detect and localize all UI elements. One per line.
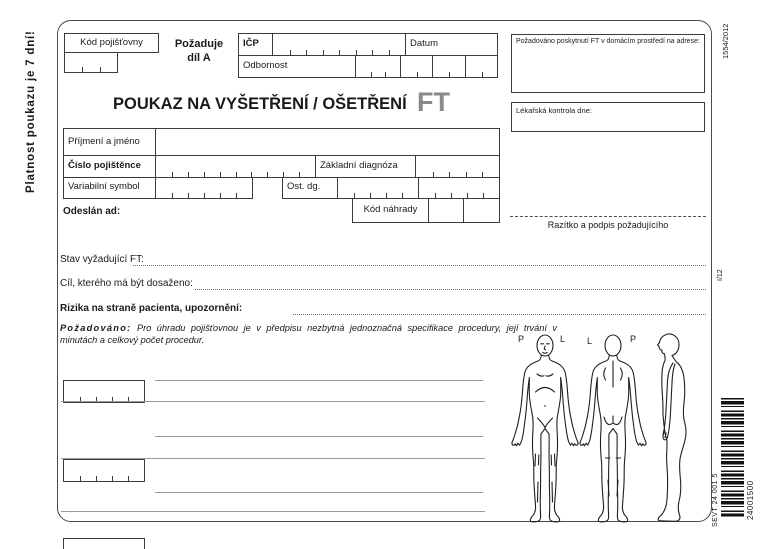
procedure-fullline-2 <box>61 458 485 459</box>
body-back-figure <box>580 335 646 522</box>
body-side-figure <box>658 334 687 521</box>
base-diagnosis-label: Základní diagnóza <box>316 156 416 177</box>
procedure-line-1 <box>155 380 483 381</box>
procedure-code-box-3 <box>63 538 145 549</box>
body-front-figure <box>512 335 578 522</box>
risks-line <box>293 314 706 315</box>
form-title: POUKAZ NA VYŠETŘENÍ / OŠETŘENÍ <box>113 95 407 113</box>
sevt-code-vertical: SEVT 24 001 5 <box>712 473 719 527</box>
home-ft-box: Požadováno poskytnutí FT v domácím prostředí na adrese: <box>511 34 705 93</box>
body-chart-figures <box>504 330 706 534</box>
refund-code-cell-1 <box>429 199 464 222</box>
body-chart-label-back-right: P <box>630 334 637 344</box>
other-dg-label: Ost. dg. <box>283 177 338 198</box>
form-title-code: FT <box>417 87 450 117</box>
barcode <box>721 398 744 518</box>
state-label: Stav vyžadující FT: <box>60 254 144 265</box>
procedure-line-2 <box>155 436 483 437</box>
sent-to-label: Odeslán ad: <box>63 206 121 217</box>
procedure-fullline-1 <box>61 401 485 402</box>
form-number-vertical: 1554/2012 <box>721 23 730 59</box>
stamp-signature-label: Razítko a podpis požadujícího <box>547 220 669 230</box>
procedure-code-box-1 <box>63 380 145 403</box>
other-dg-row <box>282 177 500 199</box>
refund-code-row <box>352 199 500 223</box>
barcode-number-vertical: 24001500 <box>746 480 755 520</box>
specialty-label: Odbornost <box>239 56 356 77</box>
date-label: Datum <box>410 38 438 49</box>
variable-symbol-row <box>63 177 253 199</box>
refund-code-label: Kód náhrady <box>353 199 429 222</box>
variable-symbol-label: Variabilní symbol <box>64 177 156 198</box>
procedure-fullline-3 <box>61 511 485 512</box>
base-diagnosis-digit-cell <box>416 156 499 177</box>
required-label: Požadováno: <box>60 323 132 333</box>
insured-number-label: Číslo pojištěnce <box>64 156 156 177</box>
body-chart-label-front-left: L <box>560 334 566 344</box>
requires-part-a <box>163 37 235 65</box>
medical-check-box: Lékařská kontrola dne: <box>511 102 705 132</box>
validity-note-vertical: Platnost poukazu je 7 dní! <box>25 30 37 193</box>
insured-number-digit-cell <box>156 156 316 177</box>
icp-label: IČP <box>239 34 273 55</box>
other-dg-digit-cell-2 <box>419 177 499 198</box>
required-note <box>60 323 557 346</box>
patient-name-input-area <box>156 129 499 155</box>
specialty-digit-cell <box>356 56 401 77</box>
goal-line <box>195 289 706 290</box>
variable-symbol-digit-cell <box>156 177 252 198</box>
insured-number-row <box>63 156 500 178</box>
insurer-code-digit-box <box>64 52 118 73</box>
icp-date-table <box>238 33 498 78</box>
date-month-cell <box>433 56 466 77</box>
icp-digit-cell <box>273 34 406 55</box>
other-dg-digit-cell-1 <box>338 177 419 198</box>
goal-label: Cíl, kterého má být dosaženo: <box>60 278 193 289</box>
required-note-text: Pro úhradu pojišťovnou je v předpisu nezbytná jednoznačná specifikace procedury, její trvání v minutách a celkový počet procedur. <box>60 323 557 345</box>
state-line <box>133 265 706 266</box>
requires-line2: díl A <box>187 52 211 64</box>
stamp-signature-line <box>510 216 706 217</box>
patient-name-row <box>63 128 500 156</box>
risks-label: Rizika na straně pacienta, upozornění: <box>60 303 243 314</box>
date-year-cell <box>466 56 497 77</box>
procedure-code-box-2 <box>63 459 145 482</box>
body-chart-label-back-left: L <box>587 336 593 346</box>
refund-code-cell-2 <box>464 199 499 222</box>
body-chart-label-front-right: P <box>518 334 525 344</box>
edition-vertical: I/12 <box>717 269 724 281</box>
procedure-line-3 <box>155 492 483 493</box>
patient-name-label: Příjmení a jméno <box>64 129 156 155</box>
requires-line1: Požaduje <box>174 38 224 50</box>
date-day-cell <box>401 56 433 77</box>
insurer-code-label-box: Kód pojišťovny <box>64 33 159 53</box>
